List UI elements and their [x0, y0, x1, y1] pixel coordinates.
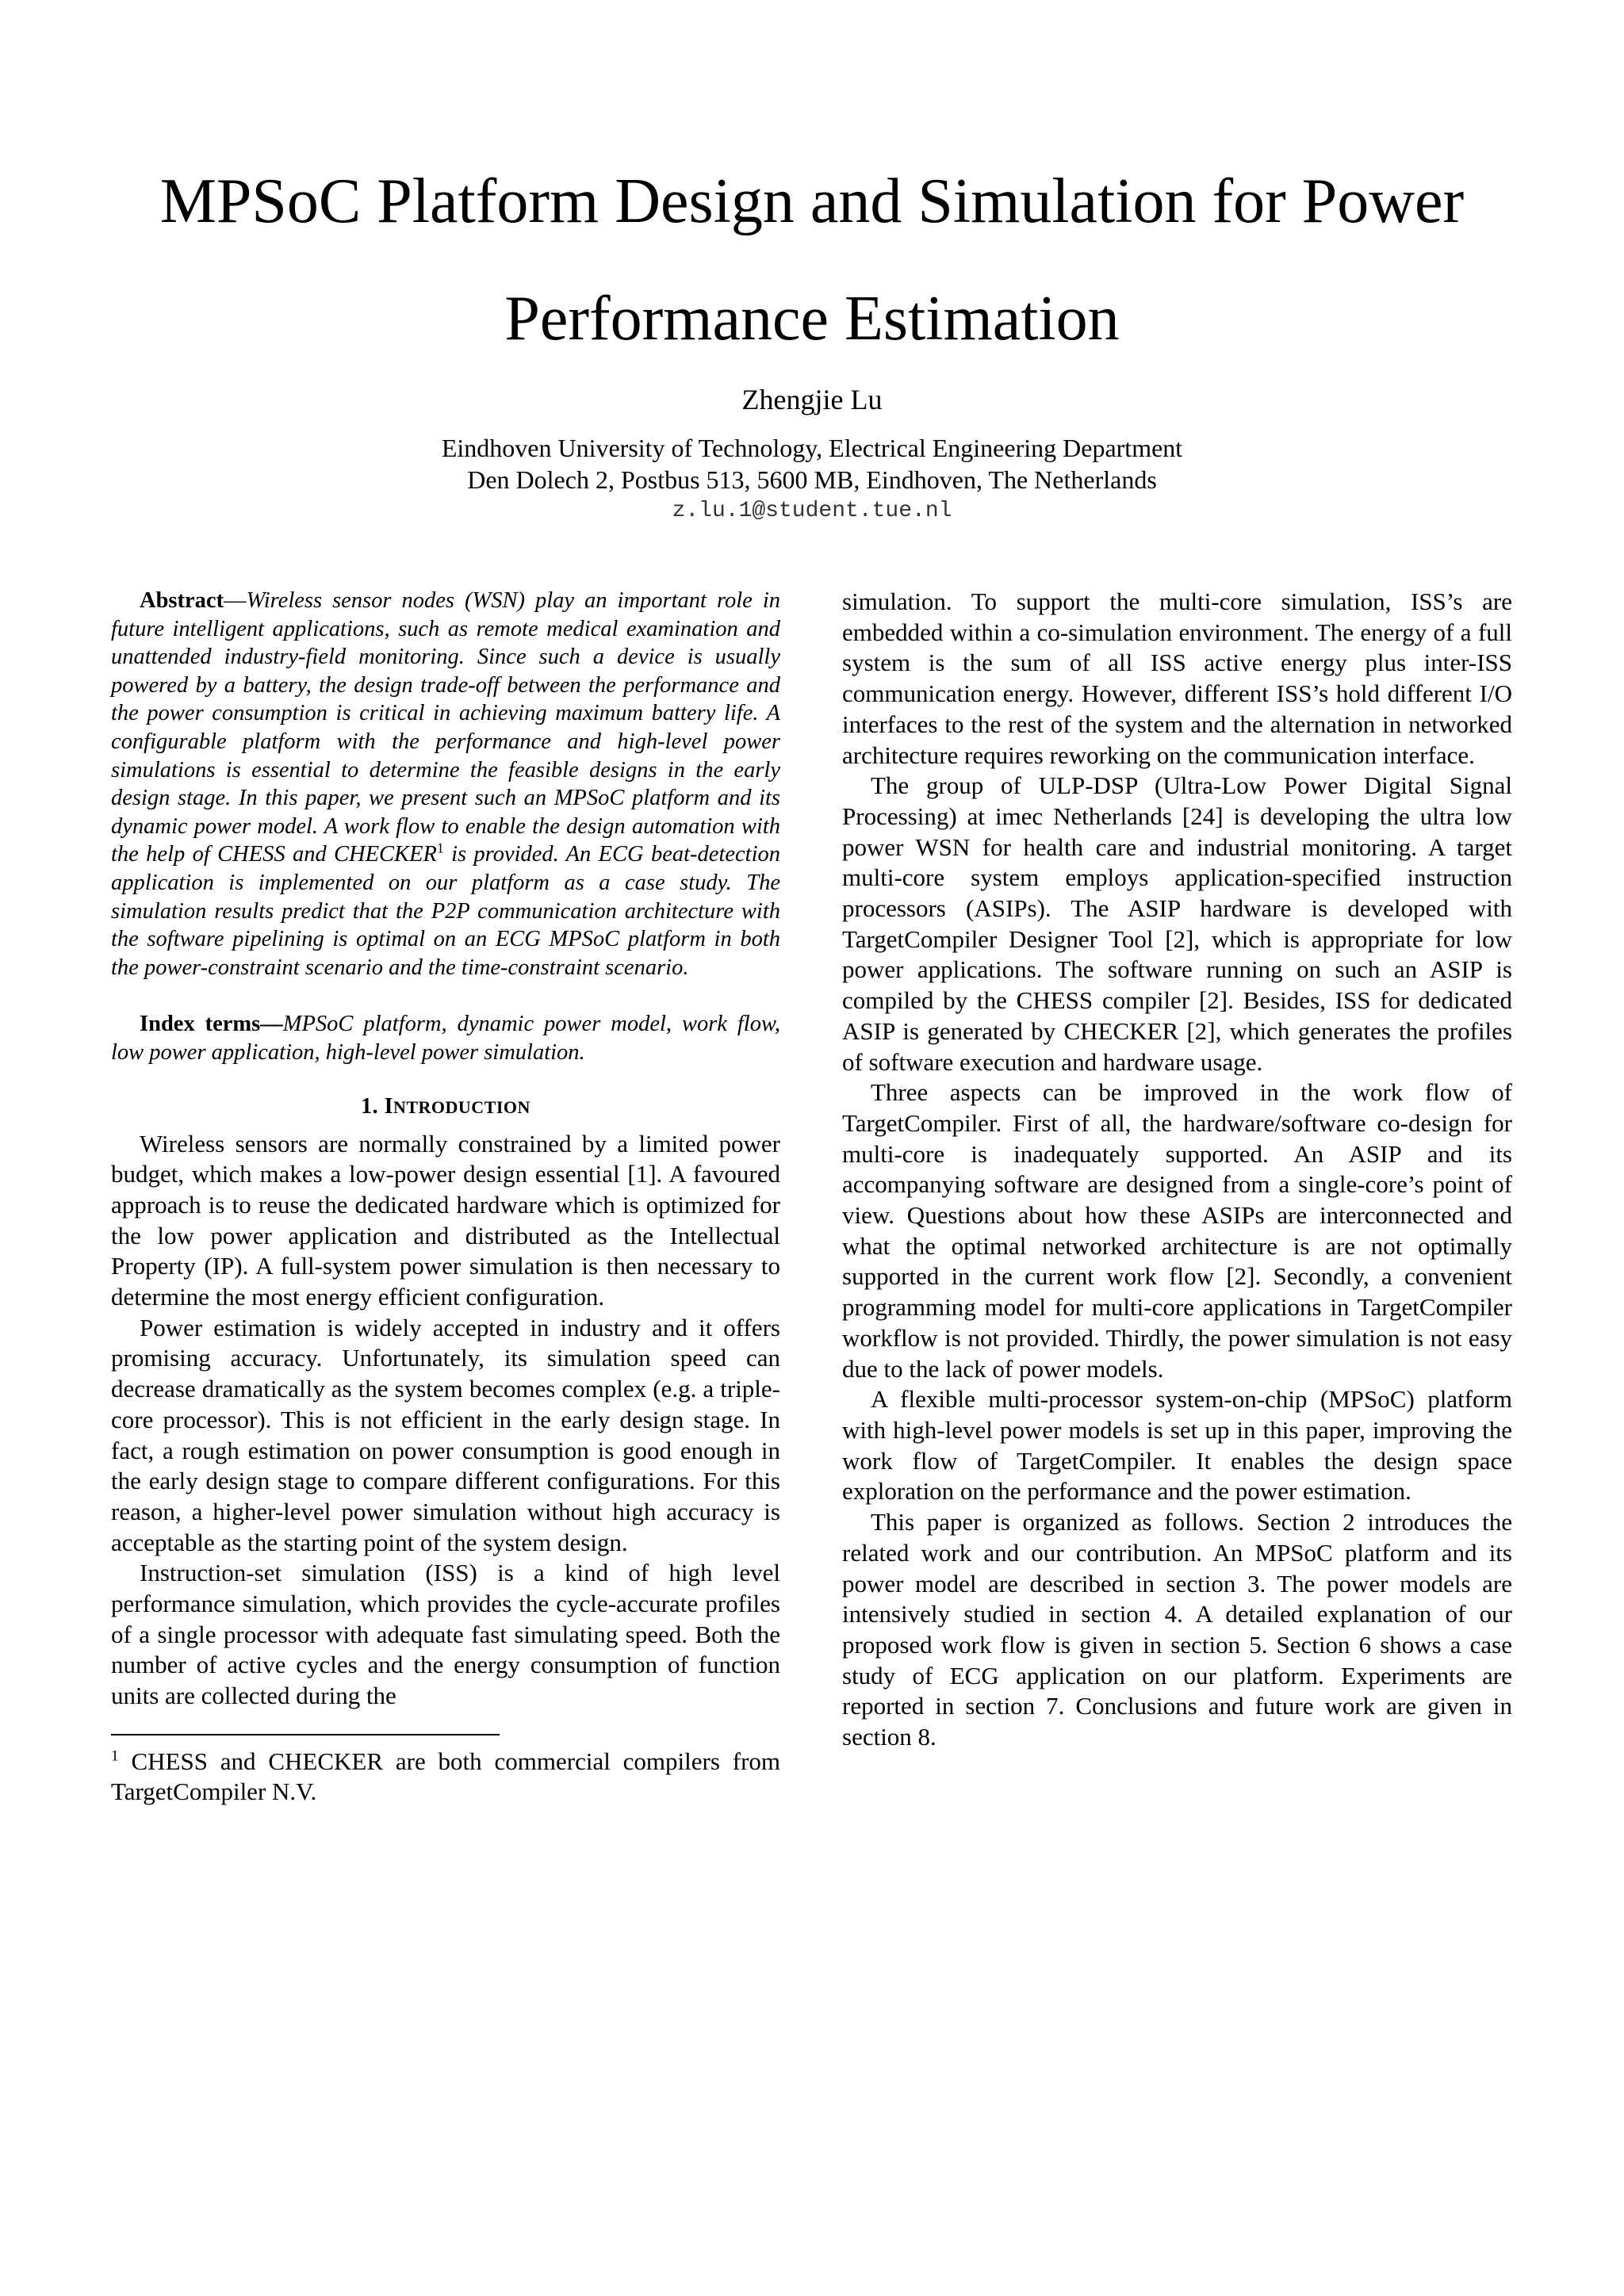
- footnote-text: CHESS and CHECKER are both commercial compilers from TargetCompiler N.V.: [111, 1747, 780, 1805]
- paragraph: simulation. To support the multi-core simulation, ISS’s are embedded within a co-simulation environment. The energy of a full system is the sum of all ISS active energy plus inter-ISS communication energy. However, different ISS’s hold different I/O interfaces to the rest of the system and the alternation in networked architecture requires reworking on the communication interface.: [842, 587, 1512, 769]
- section-title-first: I: [384, 1093, 393, 1119]
- paragraph: The group of ULP-DSP (Ultra-Low Power Digital Signal Processing) at imec Netherlands [24] is developing the ultra low power WSN for health care and industrial monitoring. A target multi-core system employs application-specified instruction processors (ASIPs). The ASIP hardware is developed with TargetCompiler Designer Tool [2], which is appropriate for low power applications. The software running on such an ASIP is compiled by the CHESS compiler [2]. Besides, ISS for dedicated ASIP is generated by CHECKER [2], which generates the profiles of software execution and hardware usage.: [842, 771, 1512, 1076]
- abstract-text-1: Wireless sensor nodes (WSN) play an important role in future intelligent applications, such as remote medical examination and unattended industry-field monitoring. Since such a device is usually powered by a battery, the design trade-off between the performance and the power consumption is critical in achieving maximum battery life. A configurable platform with the performance and high-level power simulations is essential to determine the feasible designs in the early design stage. In this paper, we present such an MPSoC platform and its dynamic power model. A work flow to enable the design automation with the help of CHESS and CHECKER: [111, 588, 780, 867]
- footnote-mark: 1: [111, 1747, 119, 1765]
- abstract-dash: —: [224, 588, 247, 613]
- paragraph: This paper is organized as follows. Section 2 introduces the related work and our contribution. An MPSoC platform and its power model are described in section 3. The power models are intensively studied in section 4. A detailed explanation of our proposed work flow is given in section 5. Section 6 shows a case study of ECG application on our platform. Experiments are reported in section 7. Conclusions and future work are given in section 8.: [842, 1508, 1512, 1751]
- author-name: Zhengjie Lu: [741, 384, 883, 415]
- paragraph: Instruction-set simulation (ISS) is a kind of high level performance simulation, which provides the cycle-accurate profiles of a single processor with adequate fast simulating speed. Both the number of active cycles and the energy consumption of function units are collected during the: [111, 1559, 780, 1710]
- paragraph: A flexible multi-processor system-on-chip (MPSoC) platform with high-level power models is set up in this paper, improving the work flow of TargetCompiler. It enables the design space exploration on the performance and the power estimation.: [842, 1385, 1512, 1506]
- section-number: 1.: [361, 1093, 379, 1119]
- footnote: [111, 1747, 780, 1807]
- title-line-1: MPSoC Platform Design and Simulation for Power: [159, 166, 1465, 236]
- index-terms: [111, 1010, 780, 1066]
- paper-title: [95, 143, 1529, 377]
- abstract-label: Abstract: [140, 588, 224, 613]
- title-line-2: Performance Estimation: [504, 284, 1120, 354]
- abstract-text-2: is provided. An ECG beat-detection application is implemented on our platform as a case study. The simulation results predict that the P2P communication architecture with the software pipelining is optimal on an ECG MPSoC platform in both the power-constraint scenario and the time-constraint scenario.: [111, 842, 781, 980]
- index-terms-text: MPSoC platform, dynamic power model, work flow, low power application, high-level power simulation.: [111, 1012, 780, 1065]
- footnote-divider: [111, 1734, 500, 1735]
- affiliation: [0, 432, 1624, 527]
- left-column: [111, 587, 780, 1807]
- index-terms-label: Index terms: [140, 1012, 261, 1037]
- abstract: [111, 587, 780, 982]
- affiliation-line-1: Eindhoven University of Technology, Electrical Engineering Department: [441, 434, 1183, 462]
- right-column: [842, 587, 1512, 1753]
- footnote-marker: 1: [436, 840, 444, 856]
- index-terms-dash: —: [260, 1012, 283, 1037]
- paragraph: Power estimation is widely accepted in industry and it offers promising accuracy. Unfortunately, its simulation speed can decrease dramatically as the system becomes complex (e.g. a triple-core processor). This is not efficient in the early design stage. In fact, a rough estimation on power consumption is good enough in the early design stage to compare different configurations. For this reason, a higher-level power simulation without high accuracy is acceptable as the starting point of the system design.: [111, 1313, 780, 1556]
- paragraph: Wireless sensors are normally constrained by a limited power budget, which makes a low-power design essential [1]. A favoured approach is to reuse the dedicated hardware which is optimized for the low power application and distributed as the Intellectual Property (IP). A full-system power simulation is then necessary to determine the most energy efficient configuration.: [111, 1129, 780, 1311]
- section-heading-introduction: [111, 1094, 780, 1119]
- affiliation-line-2: Den Dolech 2, Postbus 513, 5600 MB, Eindhoven, The Netherlands: [467, 465, 1157, 494]
- section-title-rest: NTRODUCTION: [393, 1096, 530, 1117]
- author-email: z.lu.1@student.tue.nl: [672, 499, 952, 523]
- paragraph: Three aspects can be improved in the work flow of TargetCompiler. First of all, the hardware/software co-design for multi-core is inadequately supported. An ASIP and its accompanying software are designed from a single-core’s point of view. Questions about how these ASIPs are interconnected and what the optimal networked architecture is are not optimally supported in the current work flow [2]. Secondly, a convenient programming model for multi-core applications in TargetCompiler workflow is not provided. Thirdly, the power simulation is not easy due to the lack of power models.: [842, 1078, 1512, 1383]
